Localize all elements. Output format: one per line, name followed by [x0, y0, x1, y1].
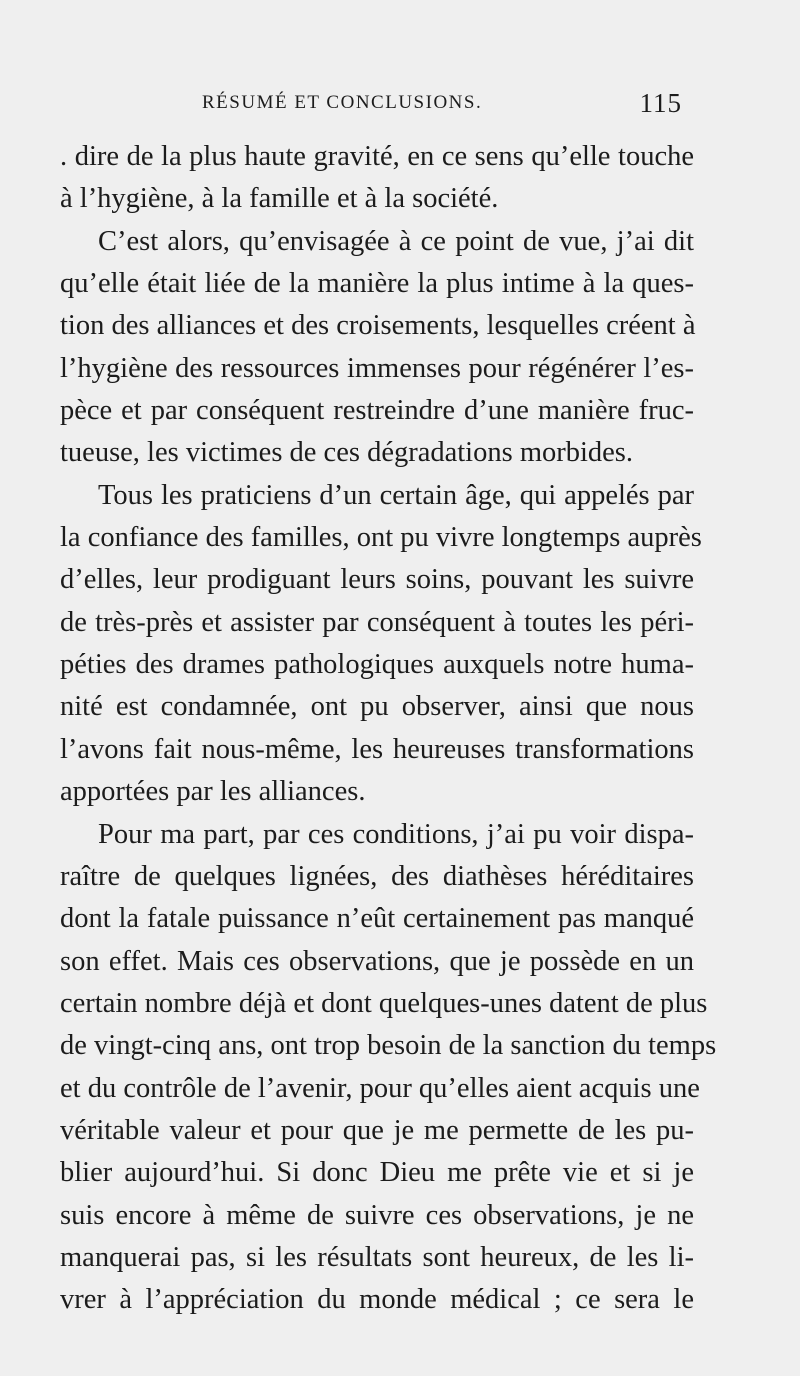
text-line: Pour ma part, par ces conditions, j’ai pu voir dispa-: [98, 818, 694, 850]
text-line: tion des alliances et des croisements, lesquelles créent à: [60, 310, 696, 342]
page-header: [62, 88, 690, 124]
text-line: véritable valeur et pour que je me permette de les pu-: [60, 1114, 694, 1146]
text-line: blier aujourd’hui. Si donc Dieu me prête vie et si je: [60, 1157, 694, 1189]
text-line: apportées par les alliances.: [60, 776, 366, 808]
text-line: qu’elle était liée de la manière la plus intime à la ques-: [60, 268, 694, 300]
text-line: certain nombre déjà et dont quelques-unes datent de plus: [60, 987, 708, 1019]
text-line: raître de quelques lignées, des diathèses héréditaires: [60, 860, 694, 892]
text-line: de vingt-cinq ans, ont trop besoin de la sanction du temps: [60, 1030, 717, 1062]
text-line: à l’hygiène, à la famille et à la société.: [60, 183, 499, 215]
text-line: manquerai pas, si les résultats sont heureux, de les li-: [60, 1241, 694, 1273]
text-line: l’hygiène des ressources immenses pour régénérer l’es-: [60, 352, 694, 384]
text-line: suis encore à même de suivre ces observations, je ne: [60, 1199, 694, 1231]
text-line: vrer à l’appréciation du monde médical ; ce sera le: [60, 1284, 694, 1316]
text-line: dont la fatale puissance n’eût certainement pas manqué: [60, 903, 694, 935]
page-number: 115: [639, 88, 682, 118]
text-line: pèce et par conséquent restreindre d’une manière fruc-: [60, 395, 694, 427]
text-line: et du contrôle de l’avenir, pour qu’elles aient acquis une: [60, 1072, 700, 1104]
text-line: tueuse, les victimes de ces dégradations morbides.: [60, 437, 634, 469]
text-line: son effet. Mais ces observations, que je possède en un: [60, 945, 694, 977]
text-line: Tous les praticiens d’un certain âge, qui appelés par: [98, 479, 694, 511]
body-text: [60, 136, 717, 1322]
text-line: C’est alors, qu’envisagée à ce point de vue, j’ai dit: [98, 225, 694, 257]
text-line: nité est condamnée, ont pu observer, ainsi que nous: [60, 691, 694, 723]
text-line: d’elles, leur prodiguant leurs soins, pouvant les suivre: [60, 564, 694, 596]
running-head: RÉSUMÉ ET CONCLUSIONS.: [202, 92, 483, 113]
text-line: . dire de la plus haute gravité, en ce sens qu’elle touche: [60, 141, 694, 172]
text-line: la confiance des familles, ont pu vivre longtemps auprès: [60, 522, 702, 554]
text-line: l’avons fait nous-même, les heureuses transformations: [60, 733, 694, 765]
text-line: péties des drames pathologiques auxquels notre huma-: [60, 649, 694, 681]
text-line: de très-près et assister par conséquent à toutes les péri-: [60, 606, 694, 638]
